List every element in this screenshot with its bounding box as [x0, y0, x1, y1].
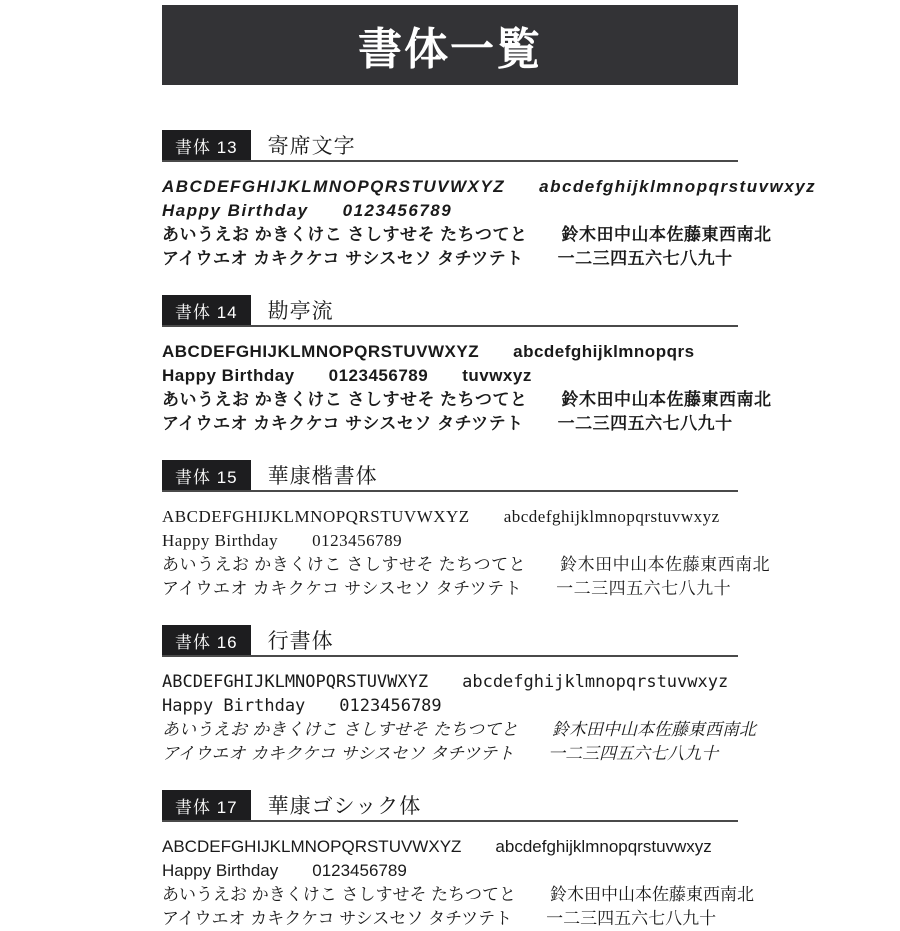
sample-text: ABCDEFGHIJKLMNOPQRSTUVWXYZ — [162, 837, 462, 856]
font-section-header — [162, 625, 738, 657]
sample-text: 一二三四五六七八九十 — [546, 909, 717, 928]
sample-text: abcdefghijklmnopqrs — [513, 342, 695, 361]
sample-text: 0123456789 — [339, 696, 442, 716]
sample-line — [162, 553, 771, 577]
sample-line — [162, 199, 738, 223]
font-id-badge: 書体 16 — [162, 625, 251, 655]
sample-text: Happy Birthday — [162, 201, 309, 220]
sample-line — [162, 340, 738, 364]
sample-text: 鈴木田中山本佐藤東西南北 — [560, 555, 771, 574]
sample-text: Happy Birthday — [162, 696, 306, 716]
sample-text: ABCDEFGHIJKLMNOPQRSTUVWXYZ — [162, 672, 429, 692]
font-id-badge: 書体 17 — [162, 790, 251, 820]
sample-text: アイウエオ カキクケコ サシスセソ タチツテト — [162, 414, 524, 433]
font-samples — [162, 162, 817, 271]
sample-text: Happy Birthday — [162, 861, 279, 880]
font-samples — [162, 822, 754, 931]
sample-line — [162, 505, 738, 529]
sample-line — [162, 412, 738, 436]
font-list — [162, 130, 817, 931]
sample-line — [162, 718, 757, 742]
font-section-header — [162, 790, 738, 822]
sample-text: abcdefghijklmnopqrstuvwxyz — [462, 672, 729, 692]
font-section — [162, 625, 757, 766]
sample-text: Happy Birthday — [162, 366, 295, 385]
sample-line — [162, 859, 738, 883]
sample-line — [162, 247, 738, 271]
sample-text: あいうえお かきくけこ さしすせそ たちつてと — [162, 720, 519, 740]
sample-line — [162, 388, 772, 412]
font-samples — [162, 657, 757, 766]
font-name: 行書体 — [267, 630, 334, 653]
font-id-badge: 書体 13 — [162, 130, 251, 160]
sample-line — [162, 835, 738, 859]
sample-text: ABCDEFGHIJKLMNOPQRSTUVWXYZ — [162, 342, 480, 361]
sample-text: 鈴木田中山本佐藤東西南北 — [561, 225, 772, 244]
sample-text: abcdefghijklmnopqrstuvwxyz — [503, 507, 720, 526]
font-name: 勘亭流 — [267, 300, 334, 323]
sample-text: abcdefghijklmnopqrstuvwxyz — [539, 177, 817, 196]
sample-text: 一二三四五六七八九十 — [548, 744, 719, 764]
sample-text: 0123456789 — [312, 531, 403, 550]
sample-text: 一二三四五六七八九十 — [556, 579, 732, 598]
sample-line — [162, 694, 738, 718]
font-samples — [162, 327, 772, 436]
font-section — [162, 790, 754, 931]
sample-text: 0123456789 — [312, 861, 407, 880]
sample-line — [162, 529, 738, 553]
sample-text: ABCDEFGHIJKLMNOPQRSTUVWXYZ — [162, 507, 470, 526]
sample-line — [162, 670, 738, 694]
sample-text: Happy Birthday — [162, 531, 279, 550]
sample-text: アイウエオ カキクケコ サシスセソ タチツテト — [162, 249, 524, 268]
font-id-badge: 書体 15 — [162, 460, 251, 490]
font-name: 華康ゴシック体 — [267, 795, 422, 818]
sample-text: 一二三四五六七八九十 — [557, 249, 733, 268]
font-id-badge: 書体 14 — [162, 295, 251, 325]
sample-text: 鈴木田中山本佐藤東西南北 — [552, 720, 757, 740]
font-name: 寄席文字 — [267, 135, 356, 158]
sample-text: あいうえお かきくけこ さしすせそ たちつてと — [162, 885, 516, 904]
sample-text: tuvwxyz — [462, 366, 532, 385]
sample-text: 鈴木田中山本佐藤東西南北 — [561, 390, 772, 409]
sample-line — [162, 223, 772, 247]
page-title: 書体一覧 — [358, 25, 542, 74]
sample-line — [162, 907, 738, 931]
sample-text: あいうえお かきくけこ さしすせそ たちつてと — [162, 390, 528, 409]
sample-text: ABCDEFGHIJKLMNOPQRSTUVWXYZ — [162, 177, 506, 196]
sample-text: アイウエオ カキクケコ サシスセソ タチツテト — [162, 579, 523, 598]
sample-text: アイウエオ カキクケコ サシスセソ タチツテト — [162, 909, 513, 928]
sample-text: アイウエオ カキクケコ サシスセソ タチツテト — [162, 744, 515, 764]
sample-text: あいうえお かきくけこ さしすせそ たちつてと — [162, 225, 528, 244]
font-section — [162, 460, 771, 601]
sample-line — [162, 577, 738, 601]
sample-text: 0123456789 — [328, 366, 429, 385]
sample-text: abcdefghijklmnopqrstuvwxyz — [495, 837, 712, 856]
page-title-banner — [162, 5, 738, 85]
font-section-header — [162, 130, 738, 162]
font-section — [162, 295, 772, 436]
font-section-header — [162, 460, 738, 492]
font-name: 華康楷書体 — [267, 465, 378, 488]
sample-line — [162, 175, 817, 199]
sample-text: 一二三四五六七八九十 — [557, 414, 733, 433]
sample-text: あいうえお かきくけこ さしすせそ たちつてと — [162, 555, 527, 574]
sample-text: 鈴木田中山本佐藤東西南北 — [550, 885, 754, 904]
font-catalog-page — [162, 5, 817, 931]
font-samples — [162, 492, 771, 601]
sample-line — [162, 742, 738, 766]
font-section — [162, 130, 817, 271]
sample-line — [162, 364, 738, 388]
sample-text: 0123456789 — [342, 201, 453, 220]
font-section-header — [162, 295, 738, 327]
sample-line — [162, 883, 754, 907]
